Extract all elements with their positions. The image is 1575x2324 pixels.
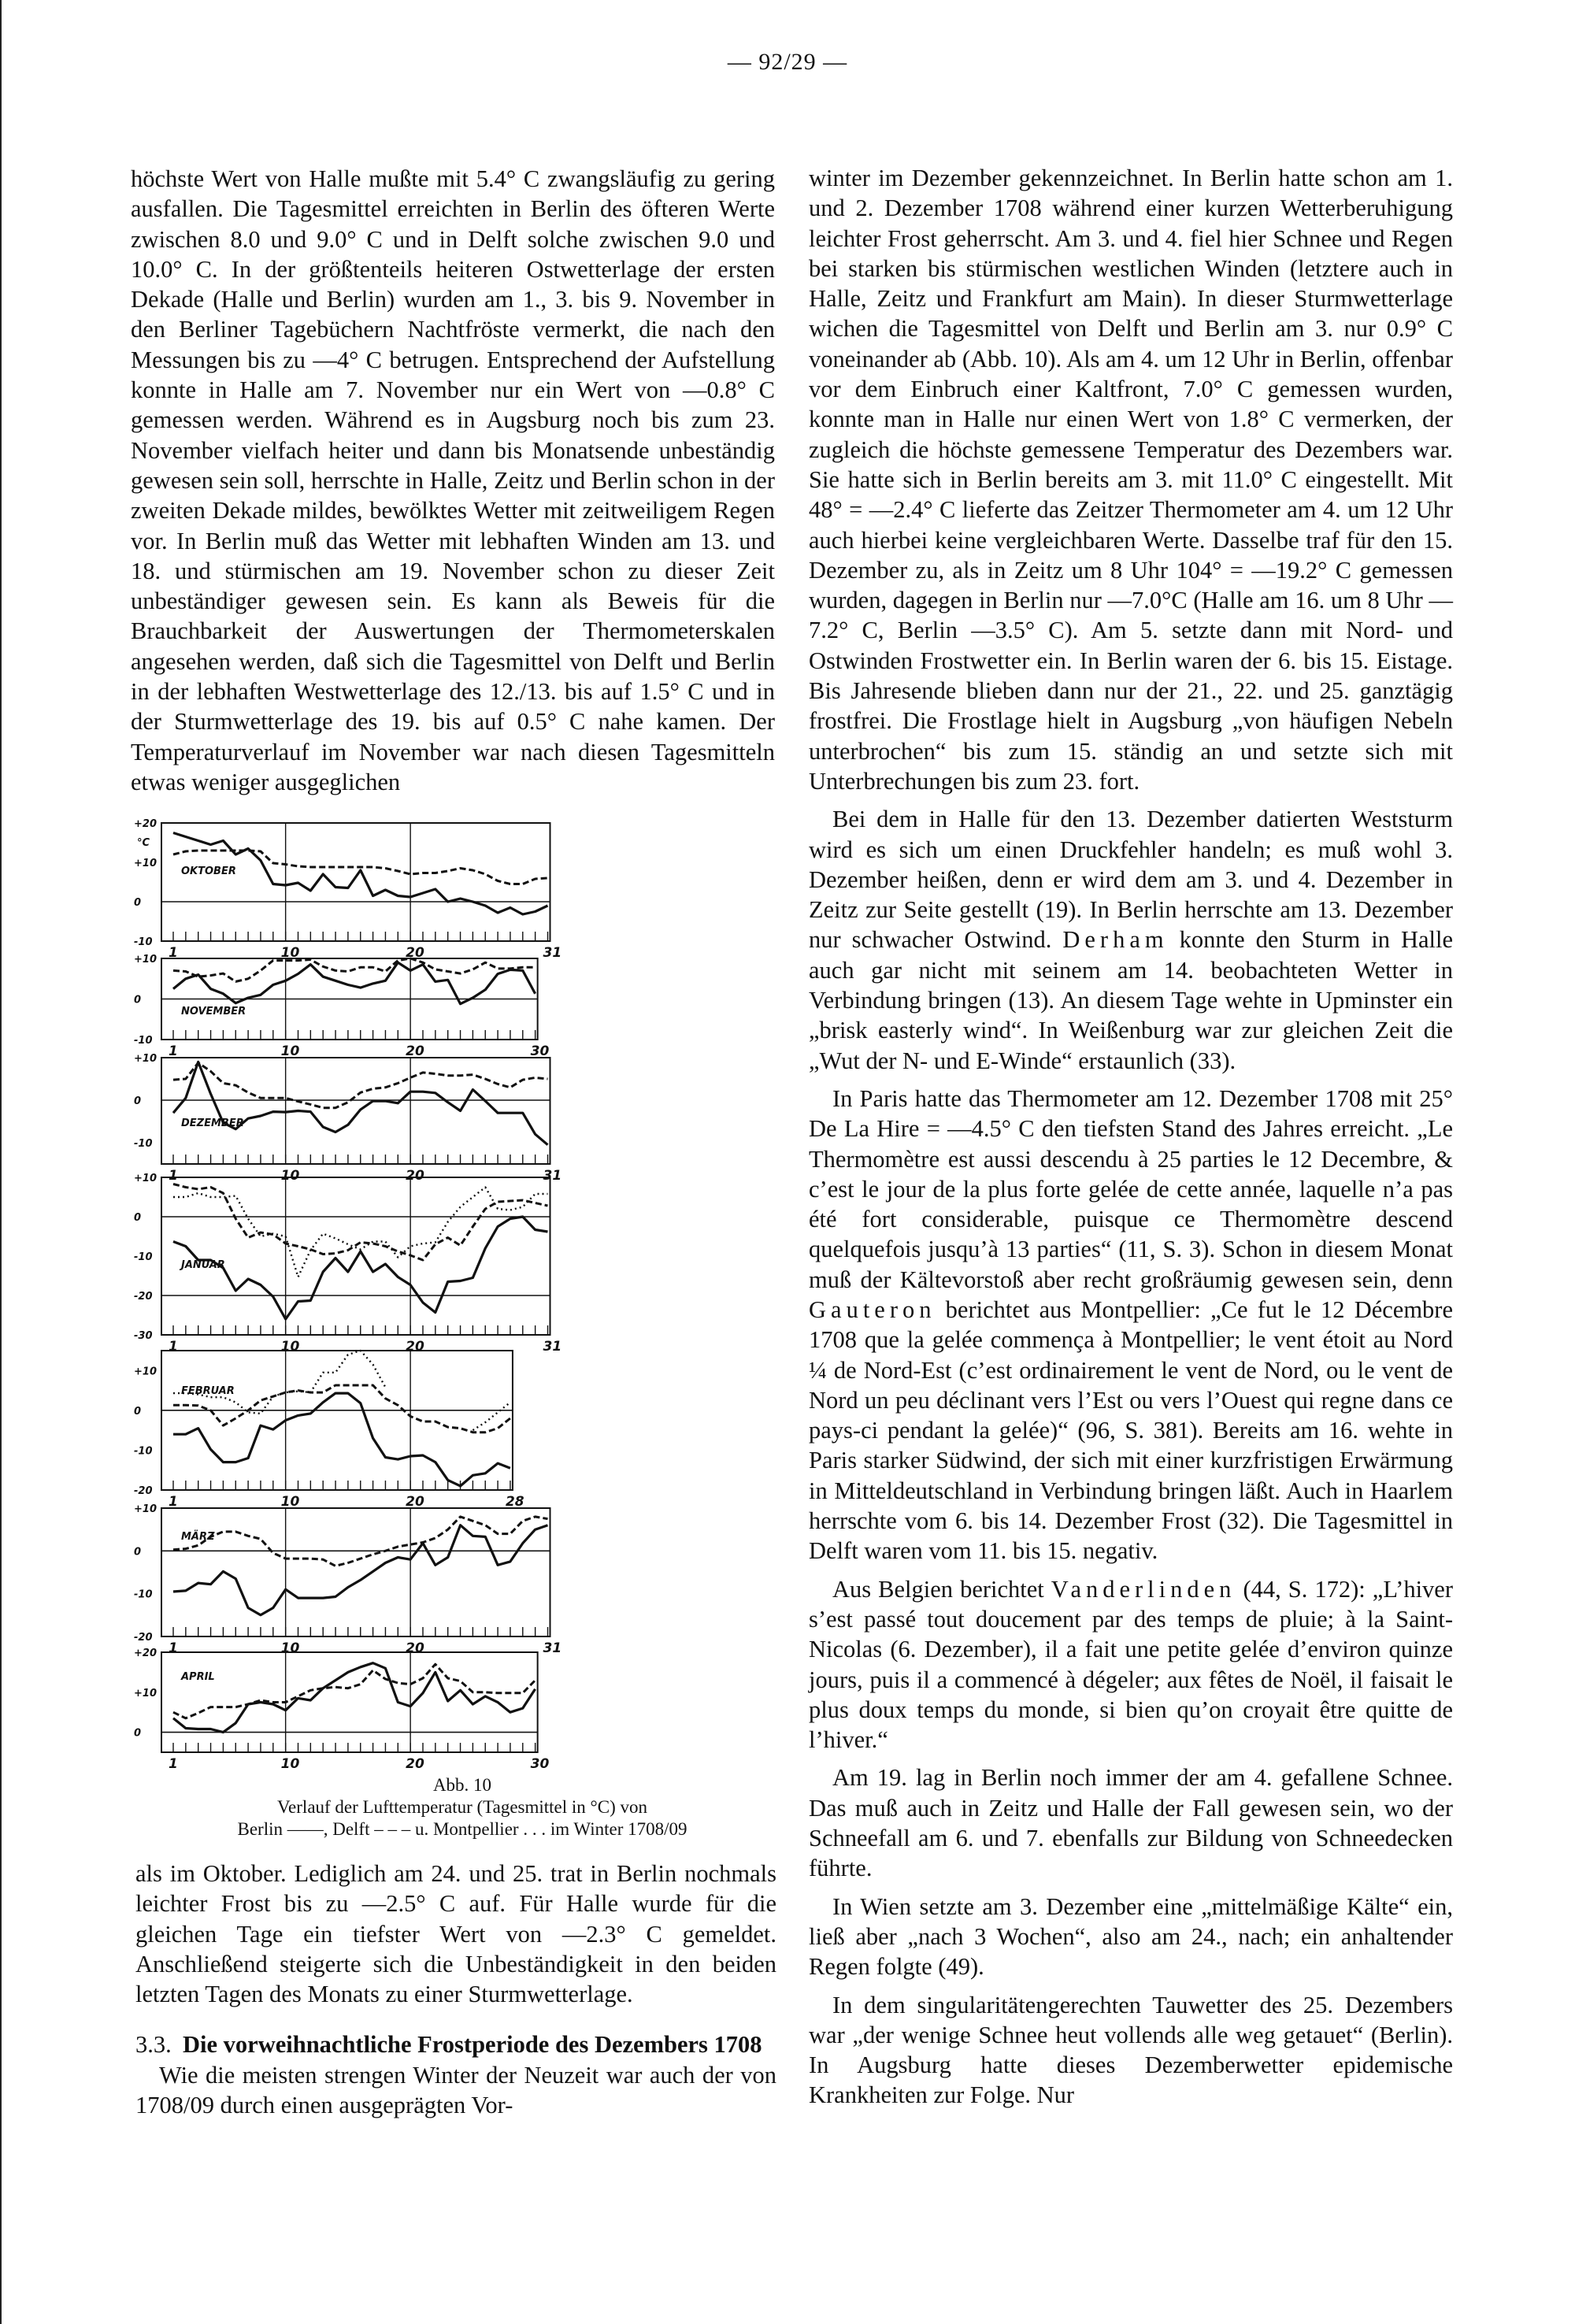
series-delft bbox=[173, 1517, 548, 1566]
svg-text:20: 20 bbox=[406, 1494, 424, 1510]
svg-text:20: 20 bbox=[406, 1640, 424, 1656]
svg-text:31: 31 bbox=[543, 1339, 562, 1355]
svg-text:20: 20 bbox=[406, 1756, 424, 1768]
svg-text:31: 31 bbox=[543, 1168, 562, 1184]
section-title: Die vorweihnachtliche Frostperiode des Dezembers 1708 bbox=[183, 2031, 762, 2059]
figure-label: Abb. 10 bbox=[432, 1775, 492, 1795]
svg-text:JANUAR: JANUAR bbox=[181, 1259, 225, 1271]
paragraph: In dem singularitätengerechten Tauwetter des 25. Dezembers war „der wenige Schnee heut vollends alle weg getauet“ (Berlin). In Augsburg hatte dieses Dezemberwetter epidemische Krankheiten zur Folge. Nur bbox=[809, 1991, 1453, 2109]
chart-panel-april bbox=[134, 1648, 549, 1768]
svg-text:28: 28 bbox=[505, 1494, 524, 1510]
series-montpellier bbox=[173, 1188, 548, 1277]
svg-text:-10: -10 bbox=[134, 1251, 153, 1263]
paragraph: als im Oktober. Lediglich am 24. und 25. trat in Berlin nochmals leichter Frost bis zu —2.5° C auf. Für Halle wurde für die gleichen Tage ein tiefster Wert von —2.3° C gemeldet. Anschließend steigerte sich die Unbeständigkeit in den beiden letzten Tagen des Monats zu einer Sturmwetterlage. bbox=[135, 1860, 776, 2008]
svg-text:+10: +10 bbox=[134, 1503, 157, 1515]
svg-text:20: 20 bbox=[406, 1168, 424, 1184]
text-run: In Paris hatte das Thermometer am 12. Dezember 1708 mit 25° De La Hire = —4.5° C den tiefsten Stand des Jahres erreicht. „Le Thermomètre est aussi descendu à 25 parties le 12 Decembre, & c’est le jour de la plus forte gelée de cette année, laquelle n’a pas été fort considerable, puisque ce Thermomètre descend quelquefois jusqu’à 13 parties“ (11, S. 3). Schon in diesem Monat muß der Kältevorstoß aber recht großräumig gewesen sein, denn bbox=[809, 1084, 1453, 1293]
series-delft bbox=[173, 1063, 548, 1108]
svg-text:+10: +10 bbox=[134, 1687, 157, 1699]
svg-text:10: 10 bbox=[280, 1043, 300, 1059]
series-berlin bbox=[173, 1663, 536, 1733]
text-run: Bei dem in Halle für den 13. Dezember datierten Weststurm wird es sich um einen Druckfehler handeln; es muß wohl 3. Dezember heißen, denn er wird dem am 3. und 4. Dezember in Zeitz zur Seite gestellt (19). In Berlin herrschte am 13. Dezember nur schwacher Ostwind. bbox=[809, 806, 1453, 954]
svg-text:30: 30 bbox=[530, 1756, 550, 1768]
svg-text:10: 10 bbox=[280, 1168, 300, 1184]
svg-text:20: 20 bbox=[406, 945, 424, 961]
paragraph: Am 19. lag in Berlin noch immer der am 4. gefallene Schnee. Das muß auch in Zeitz und Halle der Fall gewesen sein, wo der Schneefall am 6. und 7. ebenfalls zur Bildung von Schneedecken führte. bbox=[809, 1764, 1453, 1882]
svg-text:MÄRZ: MÄRZ bbox=[181, 1531, 215, 1543]
svg-text:31: 31 bbox=[543, 945, 562, 961]
svg-text:+20: +20 bbox=[134, 818, 157, 830]
svg-text:FEBRUAR: FEBRUAR bbox=[181, 1385, 235, 1397]
paragraph: höchste Wert von Halle mußte mit 5.4° C zwangsläufig zu gering ausfallen. Die Tagesmittel erreichten in Berlin des öfteren Werte zwischen 8.0 und 9.0° C und in Delft solche zwischen 9.0 und 10.0° C. In der größtenteils heiteren Ostwetterlage der ersten Dekade (Halle und Berlin) wurden am 1., 3. bis 9. November in den Berliner Tagebüchern Nachtfröste vermerkt, die nach den Messungen bis zu —4° C betrugen. Entsprechend der Aufstellung konnte in Halle am 7. November nur ein Wert von —0.8° C gemessen werden. Während es in Augsburg noch bis zum 23. November vielfach heiter und dann bis Monatsende unbeständig gewesen sein soll, herrschte in Halle, Zeitz und Berlin schon in der zweiten Dekade mildes, bewölktes Wetter mit zeitweiligem Regen vor. In Berlin muß das Wetter mit lebhaften Winden am 13. und 18. und stürmischen am 19. November schon zu dieser Zeit unbeständiger gewesen sein. Es kann als Beweis für die Brauchbarkeit der Auswertungen der Thermometerskalen angesehen werden, daß sich die Tagesmittel von Delft und Berlin in der lebhaften Westwetterlage des 12./13. bis auf 1.5° C und in der Sturmwetterlage des 19. bis auf 0.5° C nahe kamen. Der Temperaturverlauf im November war nach diesen Tagesmitteln etwas weniger ausgeglichen bbox=[131, 165, 775, 795]
caption-line-2: Berlin ——, Delft – – – u. Montpellier . . . im Winter 1708/09 bbox=[237, 1819, 687, 1839]
svg-text:DEZEMBER: DEZEMBER bbox=[181, 1118, 244, 1129]
svg-text:-10: -10 bbox=[134, 1588, 153, 1601]
page-border bbox=[0, 0, 2, 2324]
svg-text:APRIL: APRIL bbox=[181, 1671, 215, 1683]
paragraph bbox=[809, 1574, 1453, 1755]
figure-caption bbox=[135, 1774, 789, 1840]
svg-text:10: 10 bbox=[280, 1494, 300, 1510]
temperature-line-charts bbox=[134, 811, 795, 1768]
text-run: Aus Belgien berichtet bbox=[832, 1575, 1051, 1603]
svg-text:1: 1 bbox=[169, 1640, 178, 1656]
svg-text:0: 0 bbox=[134, 897, 142, 909]
paragraph bbox=[809, 1084, 1453, 1566]
svg-text:0: 0 bbox=[134, 1405, 142, 1418]
author-name: Vanderlinden bbox=[1051, 1575, 1236, 1603]
svg-text:0: 0 bbox=[134, 994, 142, 1006]
series-delft bbox=[173, 958, 536, 981]
series-berlin bbox=[173, 1217, 548, 1319]
svg-text:10: 10 bbox=[280, 1756, 300, 1768]
series-delft bbox=[173, 1664, 536, 1718]
paragraph bbox=[809, 804, 1453, 1076]
svg-text:-20: -20 bbox=[134, 1291, 153, 1303]
svg-text:+10: +10 bbox=[134, 1053, 157, 1065]
chart-panel-februar bbox=[134, 1351, 524, 1510]
svg-text:+10: +10 bbox=[134, 954, 157, 966]
svg-text:0: 0 bbox=[134, 1212, 142, 1224]
svg-text:30: 30 bbox=[530, 1043, 550, 1059]
chart-panel-dezember bbox=[134, 1053, 561, 1184]
text-run: konnte den Sturm in Halle auch gar nicht mit seinem am 14. beobachteten Wetter in Verbindung bringen (13). An diesem Tage wehte in Upminster ein „brisk easterly wind“. In Weißenburg war zur gleichen Zeit die „Wut der N- und E-Winde“ erstaunlich (33). bbox=[809, 926, 1453, 1074]
svg-text:20: 20 bbox=[406, 1339, 424, 1355]
svg-text:31: 31 bbox=[543, 1640, 562, 1656]
svg-text:0: 0 bbox=[134, 1727, 142, 1740]
section-number: 3.3. bbox=[135, 2031, 172, 2059]
series-berlin bbox=[173, 1525, 548, 1615]
svg-text:1: 1 bbox=[169, 945, 178, 961]
svg-text:1: 1 bbox=[169, 1494, 178, 1510]
text-run: (44, S. 172): „L’hiver s’est passé tout doucement par des temps de pluie; à la Saint-Nicolas (6. Dezember), il a fait une petite gelée d’environ quinze jours, puis il a commencé à dégeler; aux fêtes de Noël, il faisait le plus doux temps du monde, si bien qu’on croyait être quitte de l’hiver.“ bbox=[809, 1575, 1453, 1754]
series-berlin bbox=[173, 1393, 510, 1486]
svg-text:-10: -10 bbox=[134, 1138, 153, 1150]
chart-panel-januar bbox=[134, 1173, 561, 1355]
svg-text:+10: +10 bbox=[134, 1366, 157, 1378]
svg-text:10: 10 bbox=[280, 1640, 300, 1656]
chart-panel-oktober bbox=[134, 818, 561, 961]
paragraph: In Wien setzte am 3. Dezember eine „mittelmäßige Kälte“ ein, ließ aber „nach 3 Wochen“, also am 24., nach; ein anhaltender Regen folgte (49). bbox=[809, 1892, 1453, 1981]
figure-temperature-charts bbox=[134, 811, 795, 1768]
svg-text:20: 20 bbox=[406, 1043, 424, 1059]
chart-panel-november bbox=[134, 954, 549, 1059]
svg-text:0: 0 bbox=[134, 1095, 142, 1107]
svg-text:10: 10 bbox=[280, 945, 300, 961]
paragraph: Wie die meisten strengen Winter der Neuzeit war auch der von 1708/09 durch einen ausgeprägten Vor- bbox=[135, 2061, 776, 2119]
svg-text:10: 10 bbox=[280, 1339, 300, 1355]
svg-text:1: 1 bbox=[169, 1339, 178, 1355]
right-column bbox=[809, 163, 1453, 2111]
svg-text:+20: +20 bbox=[134, 1648, 157, 1659]
left-column-top bbox=[131, 164, 775, 797]
svg-text:OKTOBER: OKTOBER bbox=[181, 865, 236, 877]
svg-text:1: 1 bbox=[169, 1043, 178, 1059]
author-name: Gauteron bbox=[809, 1295, 936, 1323]
series-berlin bbox=[173, 1062, 548, 1144]
svg-text:-20: -20 bbox=[134, 1632, 153, 1644]
chart-panel-märz bbox=[134, 1503, 561, 1656]
svg-text:-10: -10 bbox=[134, 1035, 153, 1047]
svg-text:NOVEMBER: NOVEMBER bbox=[181, 1006, 246, 1017]
caption-line-1: Verlauf der Lufttemperatur (Tagesmittel in °C) von bbox=[277, 1797, 647, 1817]
svg-text:+10: +10 bbox=[134, 1173, 157, 1184]
svg-text:-10: -10 bbox=[134, 936, 153, 948]
svg-text:+10: +10 bbox=[134, 858, 157, 869]
svg-text:0: 0 bbox=[134, 1546, 142, 1559]
svg-text:-10: -10 bbox=[134, 1445, 153, 1458]
paragraph: winter im Dezember gekennzeichnet. In Berlin hatte schon am 1. und 2. Dezember 1708 während einer kurzen Wetterberuhigung leichter Frost geherrscht. Am 3. und 4. fiel hier Schnee und Regen bei starken bis stürmischen westlichen Winden (letztere auch in Halle, Zeitz und Frankfurt am Main). In dieser Sturmwetterlage wichen die Tagesmittel von Delft und Berlin am 3. nur 0.9° C voneinander ab (Abb. 10). Als am 4. um 12 Uhr in Berlin, offenbar vor dem Einbruch einer Kaltfront, 7.0° C gemessen wurden, konnte man in Halle nur einen Wert von 1.8° C vermerken, der zugleich die höchste gemessene Temperatur des Dezembers war. Sie hatte sich in Berlin bereits am 3. mit 11.0° C eingestellt. Mit 48° = —2.4° C lieferte das Zeitzer Thermometer am 4. um 12 Uhr auch hierbei keine vergleichbaren Werte. Dasselbe traf für den 15. Dezember zu, als in Zeitz um 8 Uhr 104° = —19.2° C gemessen wurden, dagegen in Berlin nur —7.0°C (Halle am 16. um 8 Uhr —7.2° C, Berlin —3.5° C). Am 5. setzte dann mit Nord- und Ostwinden Frostwetter ein. In Berlin waren der 6. bis 15. Eistage. Bis Jahresende blieben dann nur der 21., 22. und 25. ganztägig frostfrei. Die Frostlage hielt in Augsburg „von häufigen Nebeln unterbrochen“ bis zum 15. ständig an und setzte sich mit Unterbrechungen bis zum 23. fort. bbox=[809, 165, 1453, 795]
svg-text:-30: -30 bbox=[134, 1330, 153, 1342]
svg-text:1: 1 bbox=[169, 1168, 178, 1184]
text-run: berichtet aus Montpellier: „Ce fut le 12 Décembre 1708 que la gelée commença à Montpellier; le vent étoit au Nord ¼ de Nord-Est (c’est ordinairement le vent de Nord, ou le vent de Nord un peu déclinant vers l’Est ou vers l’Ouest qui regne dans ce pays-ci pendant la gelée)“ (96, S. 381). Bereits am 16. wehte in Paris starker Südwind, der sich mit einer kurzfristigen Erwärmung in Mitteldeutschland in Verbindung bringen läßt. Auch in Haarlem herrschte vom 6. bis 14. Dezember Frost (32). Die Tagesmittel in Delft waren vom 11. bis 15. negativ. bbox=[809, 1295, 1453, 1565]
svg-text:1: 1 bbox=[169, 1756, 178, 1768]
section-heading bbox=[135, 2029, 776, 2059]
author-name: Derham bbox=[1062, 926, 1169, 954]
svg-text:-20: -20 bbox=[134, 1485, 153, 1497]
svg-text:°C: °C bbox=[137, 837, 150, 849]
left-column-bottom bbox=[135, 1859, 776, 2120]
page-number: — 92/29 — bbox=[727, 49, 848, 75]
